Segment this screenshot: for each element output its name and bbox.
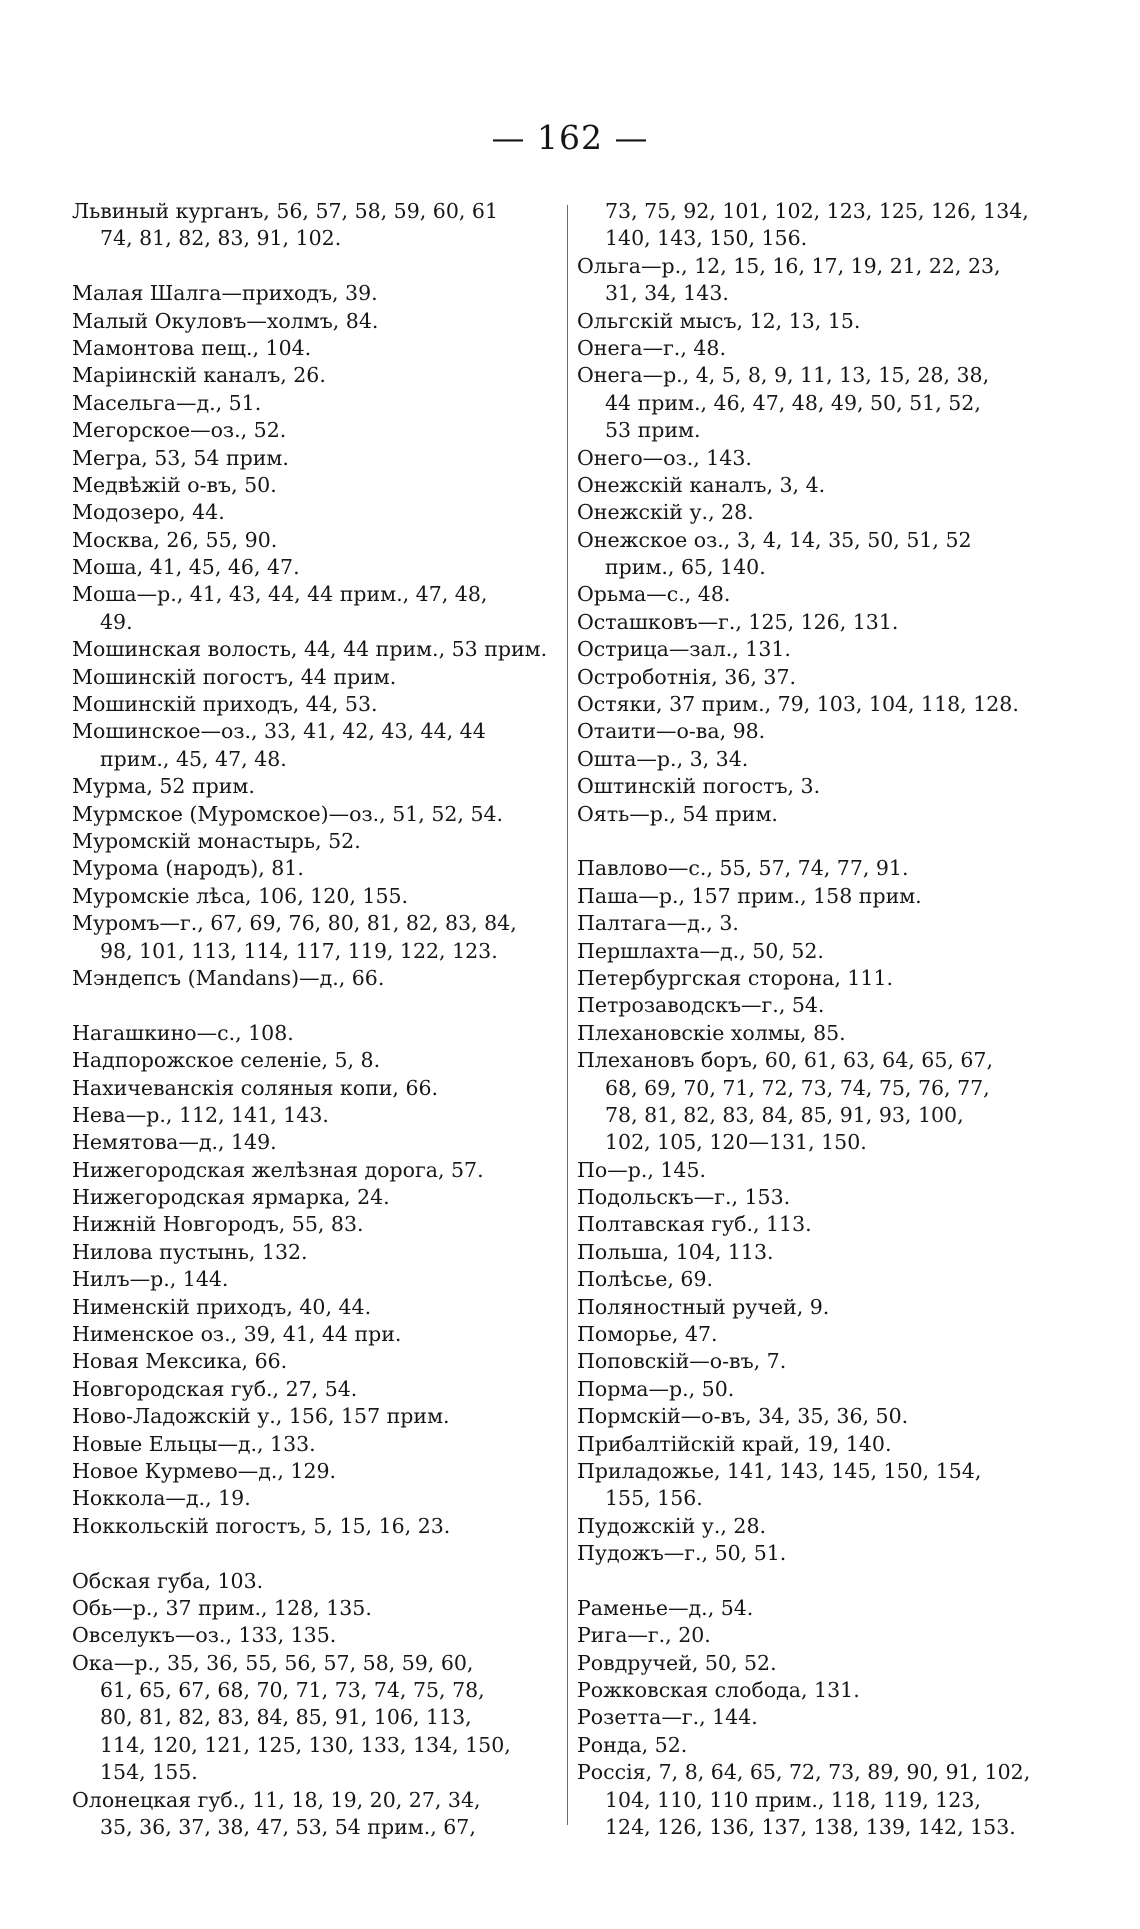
- index-entry: Ронда, 52.: [577, 1732, 688, 1757]
- index-entry: Пудожскій у., 28.: [577, 1513, 767, 1538]
- index-entry: Онего—оз., 143.: [577, 445, 752, 470]
- index-entry: Мегра, 53, 54 прим.: [72, 445, 289, 470]
- index-entry: Новая Мексика, 66.: [72, 1349, 288, 1374]
- index-entry: Нижній Новгородъ, 55, 83.: [72, 1212, 364, 1237]
- index-entry: Маріинскій каналъ, 26.: [72, 363, 326, 388]
- index-entry: Ольгскій мысъ, 12, 13, 15.: [577, 308, 861, 333]
- index-entry: Ново-Ладожскій у., 156, 157 прим.: [72, 1404, 450, 1429]
- index-entry: Ольга—р., 12, 15, 16, 17, 19, 21, 22, 23,: [577, 253, 1001, 278]
- index-entry: Полтавская губ., 113.: [577, 1212, 812, 1237]
- index-entry: Надпорожское селеніе, 5, 8.: [72, 1048, 381, 1073]
- index-entry: Раменье—д., 54.: [577, 1595, 754, 1620]
- index-entry: Осташковъ—г., 125, 126, 131.: [577, 609, 899, 634]
- index-entry: Муромъ—г., 67, 69, 76, 80, 81, 82, 83, 84,: [72, 911, 517, 936]
- index-entry: Поповскій—о-въ, 7.: [577, 1349, 787, 1374]
- index-entry: Россія, 7, 8, 64, 65, 72, 73, 89, 90, 91, 102,: [577, 1760, 1031, 1785]
- index-entry-continuation: 74, 81, 82, 83, 91, 102.: [100, 226, 342, 251]
- index-entry-continuation: 140, 143, 150, 156.: [605, 226, 808, 251]
- index-entry: Ноккольскій погостъ, 5, 15, 16, 23.: [72, 1513, 451, 1538]
- index-entry: Мошинскій погостъ, 44 прим.: [72, 664, 397, 689]
- blank-line: [72, 1540, 560, 1567]
- index-entry: Обь—р., 37 прим., 128, 135.: [72, 1595, 372, 1620]
- index-entry-continuation: 73, 75, 92, 101, 102, 123, 125, 126, 134,: [605, 199, 1029, 223]
- blank-line: [577, 1568, 1077, 1595]
- index-entry: Онега—г., 48.: [577, 335, 726, 360]
- index-entry: Оштинскій погостъ, 3.: [577, 774, 821, 799]
- blank-line: [72, 253, 560, 280]
- index-entry: Онежскій у., 28.: [577, 500, 754, 525]
- index-entry: Нахичеванскія соляныя копи, 66.: [72, 1075, 439, 1100]
- index-entry: Немятова—д., 149.: [72, 1130, 277, 1155]
- index-entry: Масельга—д., 51.: [72, 390, 262, 415]
- right-column: [577, 198, 1077, 1841]
- index-entry: Мурмское (Муромское)—оз., 51, 52, 54.: [72, 801, 504, 826]
- index-entry: Мурма, 52 прим.: [72, 774, 255, 799]
- index-entry-continuation: 31, 34, 143.: [605, 281, 729, 306]
- index-entry: Поморье, 47.: [577, 1322, 718, 1347]
- index-entry: Онежское оз., 3, 4, 14, 35, 50, 51, 52: [577, 527, 972, 552]
- index-entry: Пудожъ—г., 50, 51.: [577, 1541, 787, 1566]
- index-entry: Нева—р., 112, 141, 143.: [72, 1102, 329, 1127]
- index-entry: Новые Ельцы—д., 133.: [72, 1431, 316, 1456]
- index-entry: Павлово—с., 55, 57, 74, 77, 91.: [577, 856, 909, 881]
- index-entry: Муромскіе лѣса, 106, 120, 155.: [72, 883, 409, 908]
- index-entry: Отаити—о-ва, 98.: [577, 719, 766, 744]
- index-entry: Нижегородская желѣзная дорога, 57.: [72, 1157, 484, 1182]
- index-entry: Модозеро, 44.: [72, 500, 225, 525]
- index-entry: Новое Курмево—д., 129.: [72, 1458, 337, 1483]
- index-entry: Медвѣжій о-въ, 50.: [72, 472, 277, 497]
- index-entry: Петрозаводскъ—г., 54.: [577, 993, 825, 1018]
- index-entry: Мамонтова пещ., 104.: [72, 335, 312, 360]
- index-entry-continuation: 98, 101, 113, 114, 117, 119, 122, 123.: [100, 938, 498, 963]
- index-entry-continuation: 68, 69, 70, 71, 72, 73, 74, 75, 76, 77,: [605, 1075, 990, 1100]
- index-entry: Нижегородская ярмарка, 24.: [72, 1185, 390, 1210]
- index-entry: Новгородская губ., 27, 54.: [72, 1376, 358, 1401]
- index-entry: Приладожье, 141, 143, 145, 150, 154,: [577, 1458, 982, 1483]
- index-entry: Ноккола—д., 19.: [72, 1486, 251, 1511]
- index-entry-continuation: 49.: [100, 609, 133, 634]
- index-entry: Палтага—д., 3.: [577, 911, 739, 936]
- index-entry: Полѣсье, 69.: [577, 1267, 714, 1292]
- index-entry: Мегорское—оз., 52.: [72, 418, 287, 443]
- index-entry: Онега—р., 4, 5, 8, 9, 11, 13, 15, 28, 38,: [577, 363, 990, 388]
- index-entry: Ока—р., 35, 36, 55, 56, 57, 58, 59, 60,: [72, 1650, 474, 1675]
- index-entry-continuation: 104, 110, 110 прим., 118, 119, 123,: [605, 1787, 981, 1812]
- index-entry: Першлахта—д., 50, 52.: [577, 938, 824, 963]
- index-entry: Львиный курганъ, 56, 57, 58, 59, 60, 61: [72, 199, 499, 223]
- index-entry: Нименскій приходъ, 40, 44.: [72, 1294, 372, 1319]
- index-entry-continuation: 80, 81, 82, 83, 84, 85, 91, 106, 113,: [100, 1705, 472, 1730]
- index-entry: Москва, 26, 55, 90.: [72, 527, 278, 552]
- index-entry: Нилова пустынь, 132.: [72, 1239, 308, 1264]
- index-entry: Прибалтійскій край, 19, 140.: [577, 1431, 892, 1456]
- index-entry-continuation: прим., 45, 47, 48.: [100, 746, 287, 771]
- index-entry: По—р., 145.: [577, 1157, 707, 1182]
- index-entry: Рига—г., 20.: [577, 1623, 711, 1648]
- index-entry: Нименское оз., 39, 41, 44 при.: [72, 1322, 402, 1347]
- index-entry: Мурома (народъ), 81.: [72, 856, 304, 881]
- index-entry: Оять—р., 54 прим.: [577, 801, 778, 826]
- index-entry: Муромскій монастырь, 52.: [72, 828, 361, 853]
- index-entry: Обская губа, 103.: [72, 1568, 264, 1593]
- index-entry: Поляностный ручей, 9.: [577, 1294, 830, 1319]
- index-entry: Нагашкино—с., 108.: [72, 1020, 294, 1045]
- index-entry-continuation: 35, 36, 37, 38, 47, 53, 54 прим., 67,: [100, 1815, 476, 1840]
- index-entry-continuation: 53 прим.: [605, 418, 701, 443]
- index-entry-continuation: 114, 120, 121, 125, 130, 133, 134, 150,: [100, 1732, 511, 1757]
- index-entry: Порма—р., 50.: [577, 1376, 735, 1401]
- index-entry: Моша—р., 41, 43, 44, 44 прим., 47, 48,: [72, 582, 488, 607]
- index-entry-continuation: 61, 65, 67, 68, 70, 71, 73, 74, 75, 78,: [100, 1678, 485, 1703]
- index-entry-continuation: прим., 65, 140.: [605, 555, 766, 580]
- index-entry: Ошта—р., 3, 34.: [577, 746, 749, 771]
- column-divider: [567, 205, 568, 1825]
- index-entry: Паша—р., 157 прим., 158 прим.: [577, 883, 922, 908]
- index-entry: Орьма—с., 48.: [577, 582, 731, 607]
- blank-line: [577, 828, 1077, 855]
- index-entry: Розетта—г., 144.: [577, 1705, 758, 1730]
- index-entry: Малая Шалга—приходъ, 39.: [72, 281, 378, 306]
- index-entry-continuation: 102, 105, 120—131, 150.: [605, 1130, 867, 1155]
- index-entry-continuation: 124, 126, 136, 137, 138, 139, 142, 153.: [605, 1815, 1016, 1840]
- page-number: — 162 —: [491, 118, 649, 157]
- index-entry: Рожковская слобода, 131.: [577, 1678, 860, 1703]
- index-entry: Мошинскій приходъ, 44, 53.: [72, 692, 378, 717]
- index-entry: Олонецкая губ., 11, 18, 19, 20, 27, 34,: [72, 1787, 481, 1812]
- index-entry: Плехановъ боръ, 60, 61, 63, 64, 65, 67,: [577, 1048, 993, 1073]
- index-entry: Мэндепсъ (Mandans)—д., 66.: [72, 965, 385, 990]
- index-entry-continuation: 78, 81, 82, 83, 84, 85, 91, 93, 100,: [605, 1102, 964, 1127]
- blank-line: [72, 992, 560, 1019]
- index-entry: Плехановскіе холмы, 85.: [577, 1020, 846, 1045]
- index-entry: Пормскій—о-въ, 34, 35, 36, 50.: [577, 1404, 909, 1429]
- index-entry: Польша, 104, 113.: [577, 1239, 774, 1264]
- index-entry: Мошинская волость, 44, 44 прим., 53 прим.: [72, 637, 548, 662]
- index-entry: Ровдручей, 50, 52.: [577, 1650, 777, 1675]
- index-entry: Онежскій каналъ, 3, 4.: [577, 472, 826, 497]
- index-entry: Петербургская сторона, 111.: [577, 965, 894, 990]
- index-entry: Малый Окуловъ—холмъ, 84.: [72, 308, 379, 333]
- index-entry: Овселукъ—оз., 133, 135.: [72, 1623, 337, 1648]
- index-entry: Остроботнія, 36, 37.: [577, 664, 797, 689]
- index-entry-continuation: 154, 155.: [100, 1760, 198, 1785]
- index-entry: Подольскъ—г., 153.: [577, 1185, 791, 1210]
- index-entry: Нилъ—р., 144.: [72, 1267, 229, 1292]
- index-entry: Остяки, 37 прим., 79, 103, 104, 118, 128.: [577, 692, 1019, 717]
- left-column: [72, 198, 560, 1841]
- index-entry: Моша, 41, 45, 46, 47.: [72, 555, 300, 580]
- index-entry-continuation: 44 прим., 46, 47, 48, 49, 50, 51, 52,: [605, 390, 981, 415]
- index-entry: Мошинское—оз., 33, 41, 42, 43, 44, 44: [72, 719, 486, 744]
- index-entry-continuation: 155, 156.: [605, 1486, 703, 1511]
- index-entry: Острица—зал., 131.: [577, 637, 791, 662]
